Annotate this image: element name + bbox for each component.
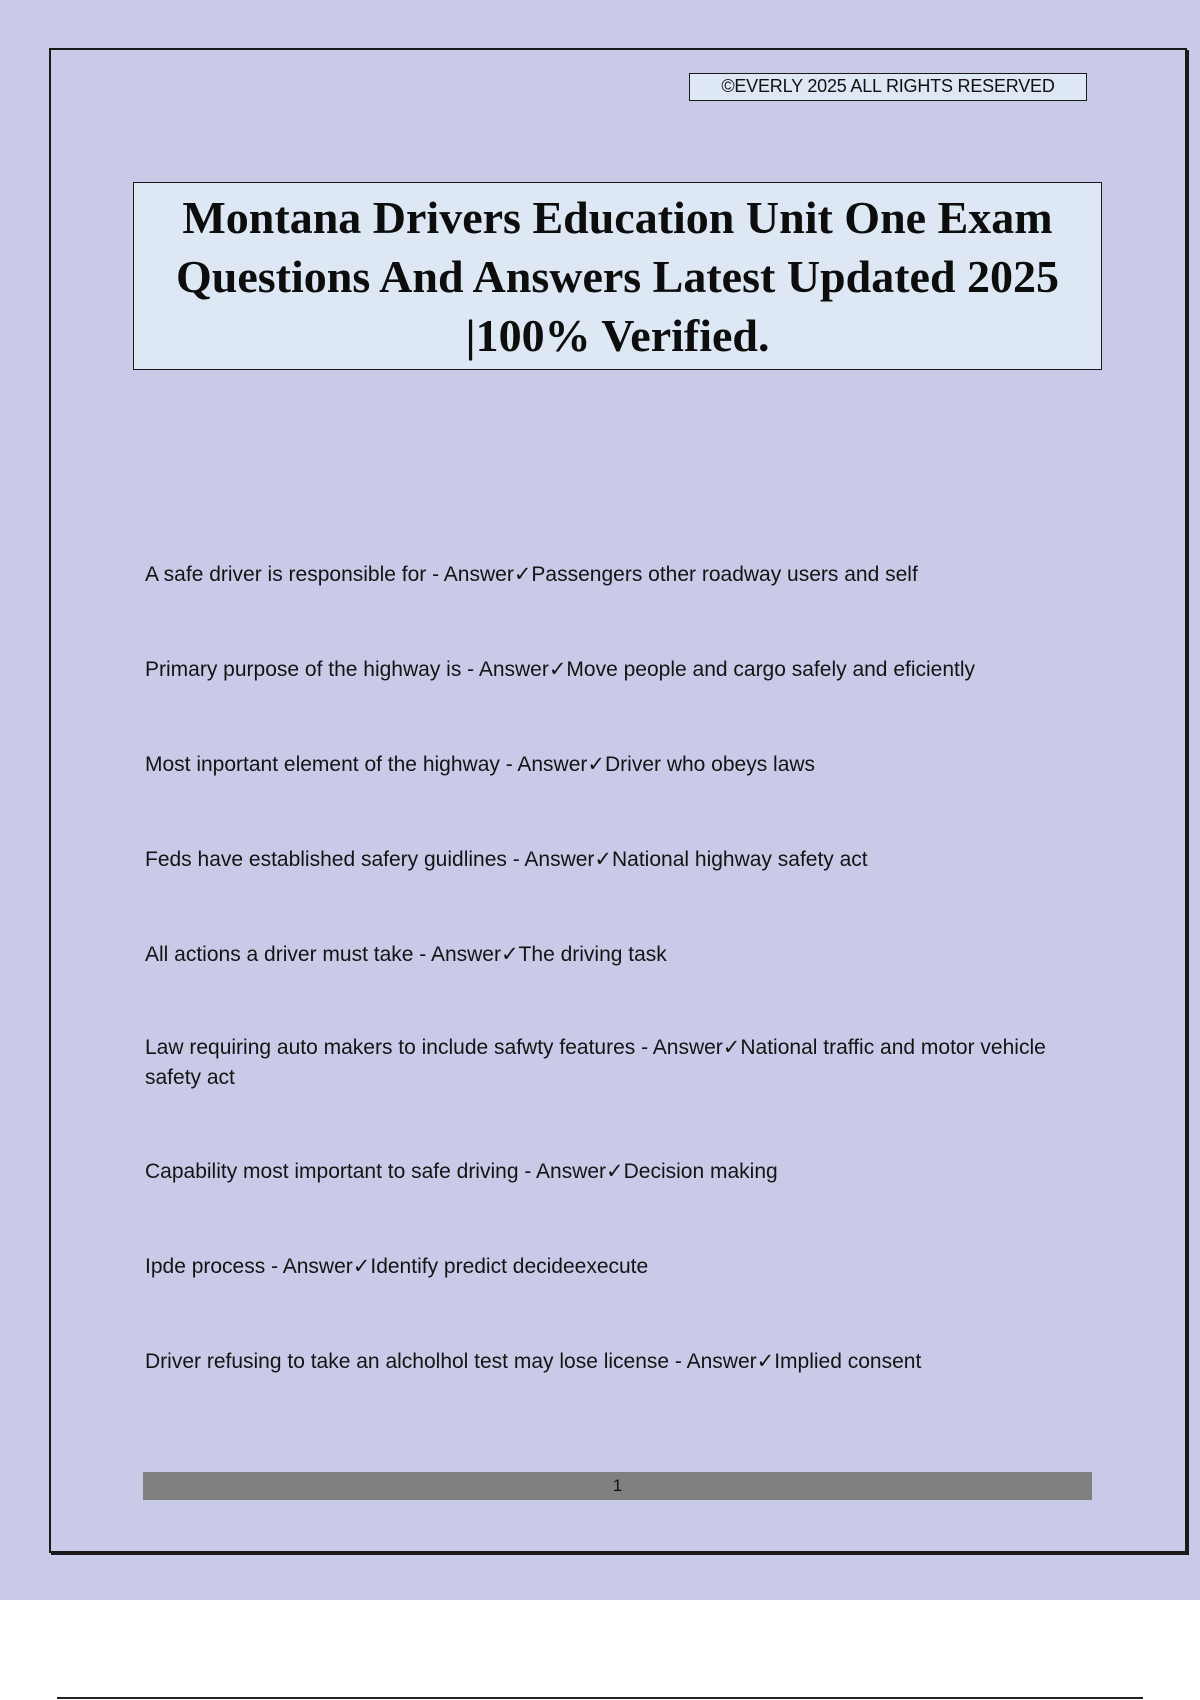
qa-item: Primary purpose of the highway is - Answer✓Move people and cargo safely and eficiently — [145, 658, 976, 681]
qa-item: Ipde process - Answer✓Identify predict decideexecute — [145, 1255, 649, 1278]
document-title — [176, 188, 1059, 365]
qa-item: Capability most important to safe driving - Answer✓Decision making — [145, 1160, 778, 1183]
qa-item: All actions a driver must take - Answer✓The driving task — [145, 943, 667, 966]
qa-item: Feds have established safery guidlines - Answer✓National highway safety act — [145, 848, 868, 871]
qa-item: Driver refusing to take an alcholhol test may lose license - Answer✓Implied consent — [145, 1350, 922, 1373]
divider — [57, 1697, 1143, 1699]
page-number-bar — [143, 1472, 1092, 1500]
qa-item: Law requiring auto makers to include safwty features - Answer✓National traffic and motor vehicle safety act — [145, 1036, 1046, 1089]
qa-item: A safe driver is responsible for - Answer✓Passengers other roadway users and self — [145, 563, 918, 586]
page-number: 1 — [612, 1476, 623, 1495]
title-line: Montana Drivers Education Unit One Exam — [182, 191, 1053, 243]
title-box — [133, 182, 1102, 370]
qa-item: Most inportant element of the highway - Answer✓Driver who obeys laws — [145, 753, 816, 776]
title-line: Questions And Answers Latest Updated 2025 — [175, 250, 1060, 302]
copyright-notice: ©EVERLY 2025 ALL RIGHTS RESERVED — [689, 73, 1087, 101]
title-line: |100% Verified. — [465, 309, 770, 361]
